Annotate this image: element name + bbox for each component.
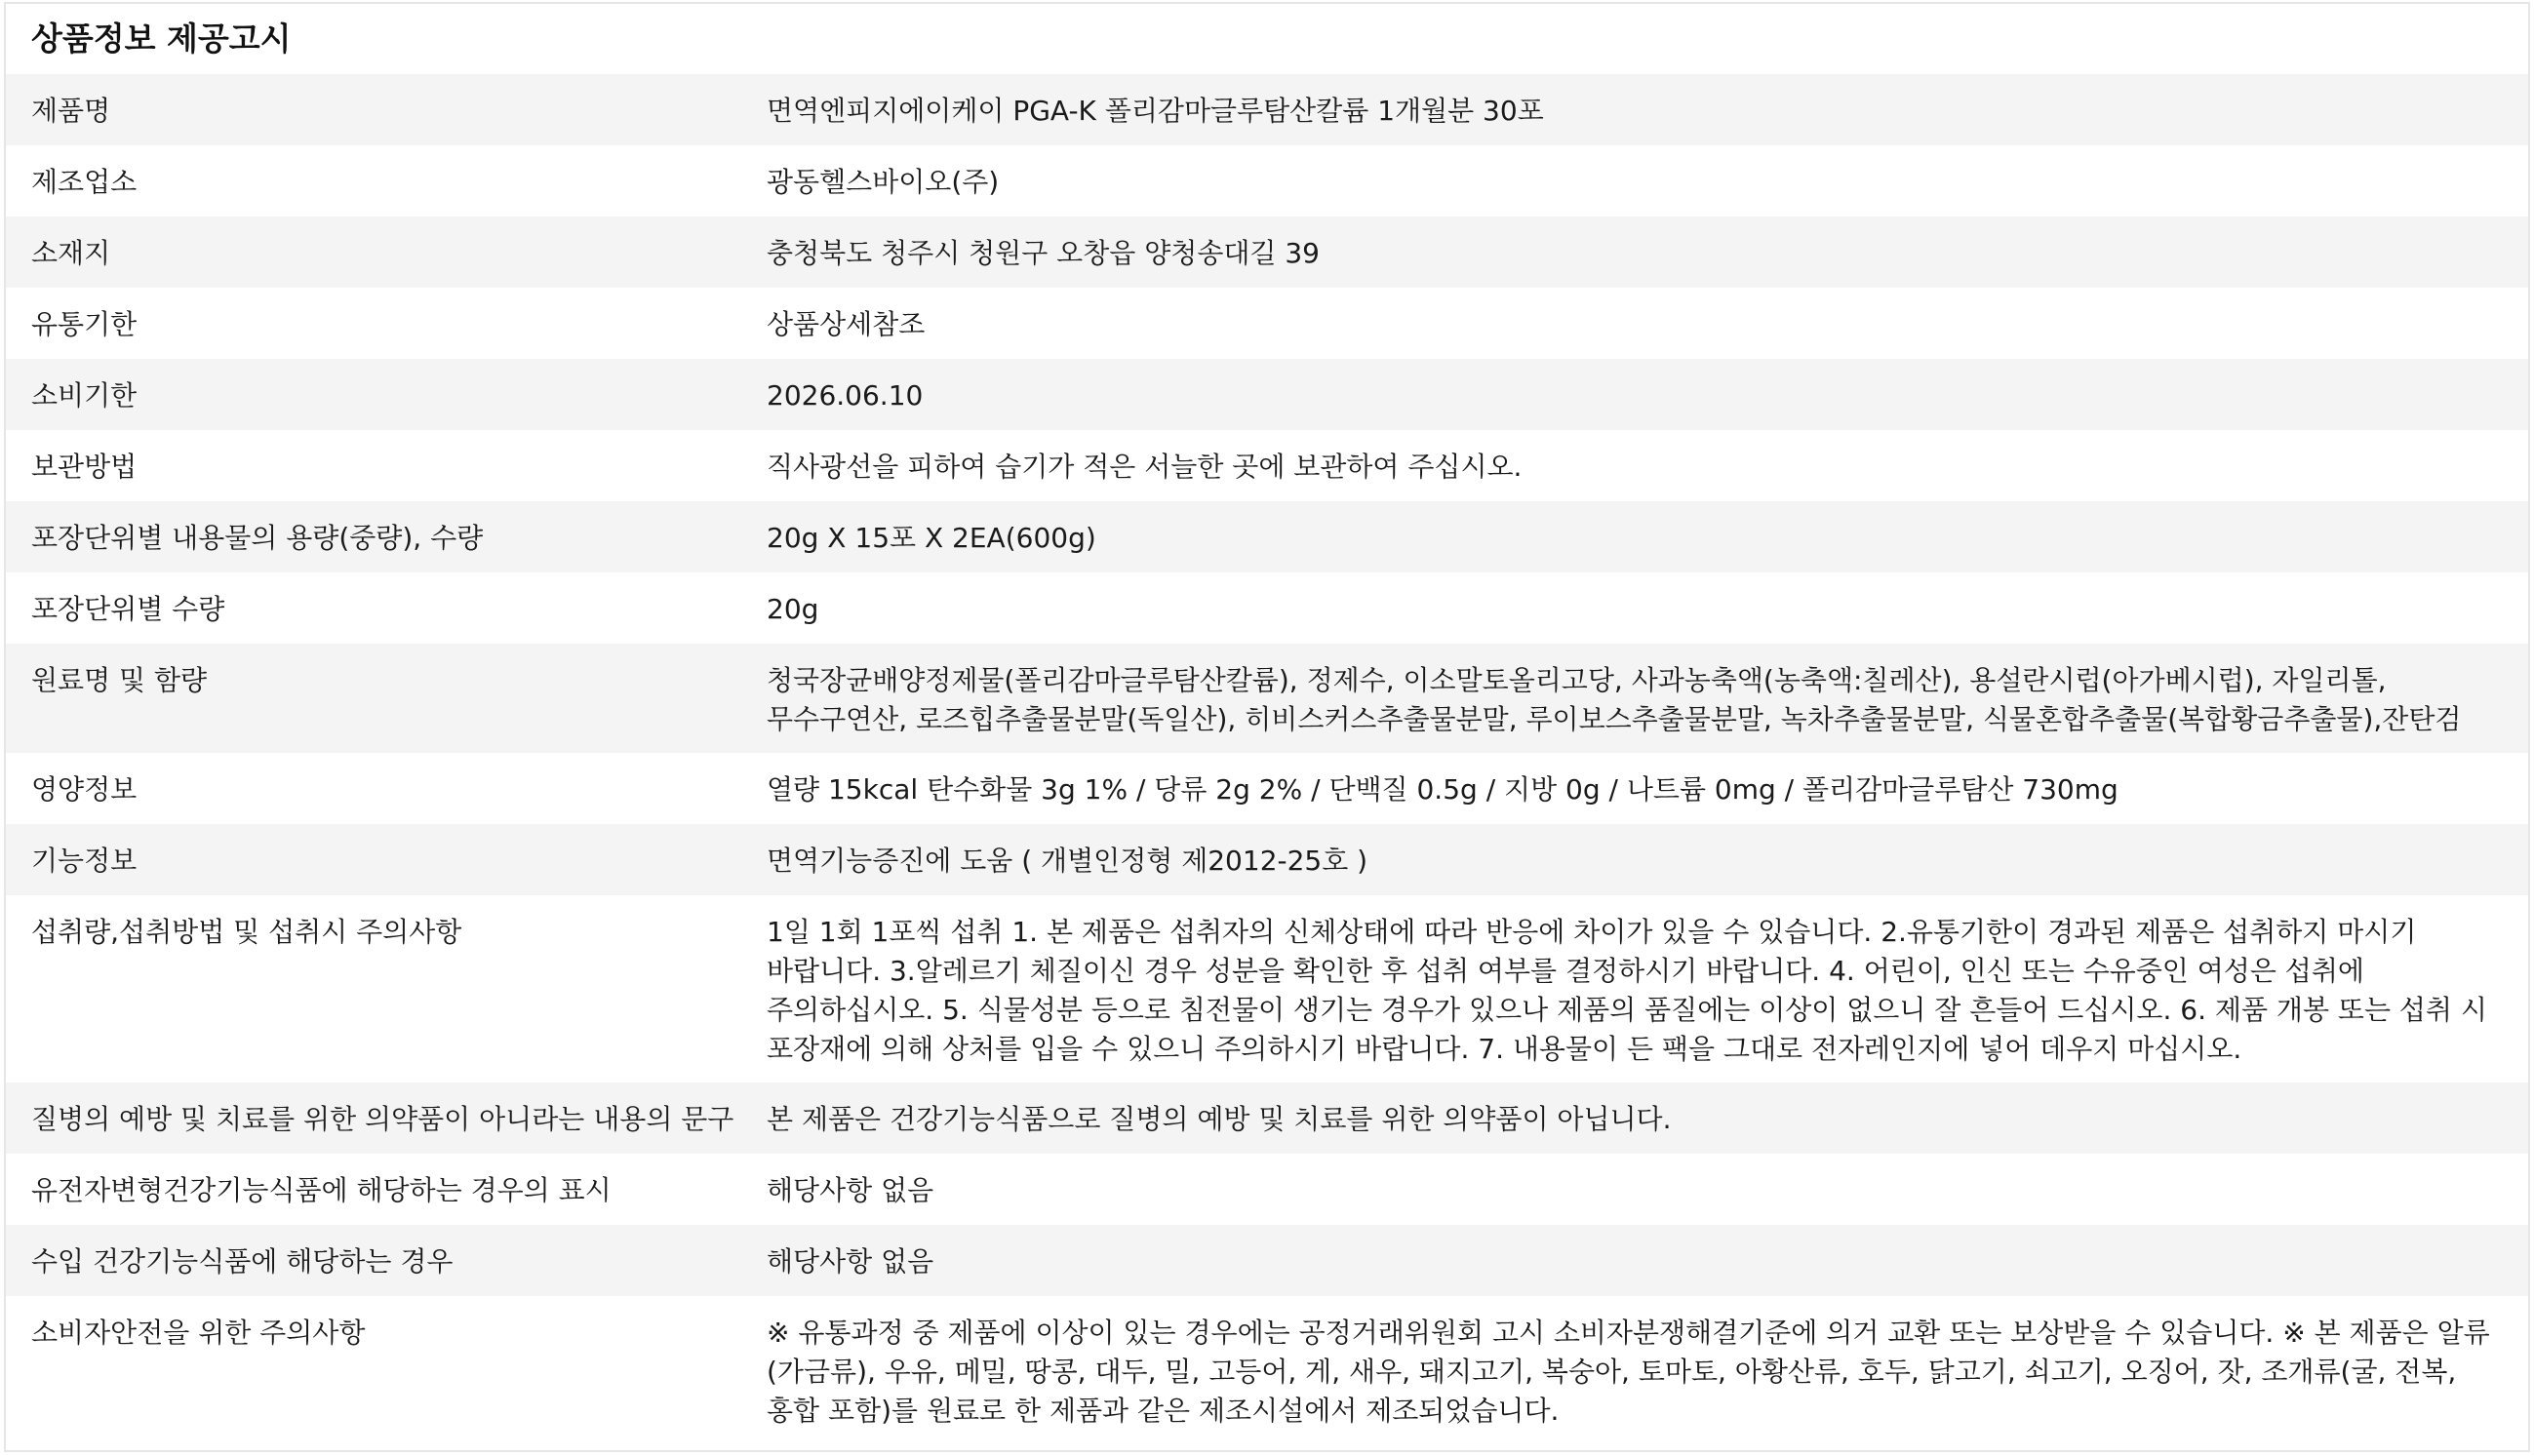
row-label: 섭취량,섭취방법 및 섭취시 주의사항	[31, 916, 462, 948]
table-row	[6, 288, 2528, 359]
table-row	[6, 1082, 2528, 1154]
table-row	[6, 430, 2528, 501]
row-value: 열량 15kcal 탄수화물 3g 1% / 당류 2g 2% / 단백질 0.5g / 지방 0g / 나트륨 0mg / 폴리감마글루탐산 730mg	[767, 773, 2118, 806]
table-row	[6, 753, 2528, 824]
row-value: 충청북도 청주시 청원구 오창읍 양청송대길 39	[767, 237, 1320, 269]
row-label: 영양정보	[31, 773, 138, 806]
row-label: 소재지	[31, 237, 111, 269]
table-row	[6, 644, 2528, 753]
row-value: 면역기능증진에 도움 ( 개별인정형 제2012-25호 )	[767, 845, 1368, 877]
table-row	[6, 145, 2528, 216]
table-row	[6, 216, 2528, 288]
table-row	[6, 1225, 2528, 1296]
row-label: 제조업소	[31, 166, 138, 198]
row-value: 해당사항 없음	[767, 1174, 934, 1206]
table-row	[6, 1296, 2528, 1444]
table-row	[6, 359, 2528, 430]
row-value: 2026.06.10	[767, 379, 924, 412]
row-value: 1일 1회 1포씩 섭취 1. 본 제품은 섭취자의 신체상태에 따라 반응에 차이가 있을 수 있습니다. 2.유통기한이 경과된 제품은 섭취하지 마시기 바랍니다. 3.알레르기 체질이신 경우 성분을 확인한 후 섭취 여부를 결정하시기 바랍니다. 4. 어린이, 인신 또는 수유중인 여성은 섭취에 주의하십시오. 5. 식물성분 등으로 침전물이 생기는 경우가 있으나 제품의 품질에는 이상이 없으니 잘 흔들어 드십시오. 6. 제품 개봉 또는 섭취 시 포장재에 의해 상처를 입을 수 있으니 주의하시기 바랍니다. 7. 내용물이 든 팩을 그대로 전자레인지에 넣어 데우지 마십시오.	[767, 916, 2487, 1065]
row-value: ※ 유통과정 중 제품에 이상이 있는 경우에는 공정거래위원회 고시 소비자분쟁해결기준에 의거 교환 또는 보상받을 수 있습니다. ※ 본 제품은 알류(가금류), 우유, 메밀, 땅콩, 대두, 밀, 고등어, 게, 새우, 돼지고기, 복숭아, 토마토, 아황산류, 호두, 닭고기, 쇠고기, 오징어, 잣, 조개류(굴, 전복, 홍합 포함)를 원료로 한 제품과 같은 제조시설에서 제조되었습니다.	[767, 1317, 2490, 1427]
table-row	[6, 895, 2528, 1082]
row-label: 소비자안전을 위한 주의사항	[31, 1317, 366, 1349]
notice-title: 상품정보 제공고시	[6, 4, 2528, 74]
row-value: 본 제품은 건강기능식품으로 질병의 예방 및 치료를 위한 의약품이 아닙니다.	[767, 1103, 1672, 1135]
table-row	[6, 501, 2528, 572]
row-label: 제품명	[31, 95, 111, 127]
row-label: 소비기한	[31, 379, 138, 412]
row-value: 상품상세참조	[767, 308, 926, 340]
row-label: 유통기한	[31, 308, 138, 340]
row-label: 포장단위별 수량	[31, 593, 225, 625]
row-label: 질병의 예방 및 치료를 위한 의약품이 아니라는 내용의 문구	[31, 1103, 734, 1135]
table-row	[6, 572, 2528, 644]
table-row	[6, 824, 2528, 895]
row-value: 직사광선을 피하여 습기가 적은 서늘한 곳에 보관하여 주십시오.	[767, 451, 1523, 483]
row-value: 20g	[767, 593, 819, 625]
product-info-notice	[4, 2, 2530, 1452]
row-label: 유전자변형건강기능식품에 해당하는 경우의 표시	[31, 1174, 612, 1206]
row-label: 포장단위별 내용물의 용량(중량), 수량	[31, 522, 484, 554]
row-value: 면역엔피지에이케이 PGA-K 폴리감마글루탐산칼륨 1개월분 30포	[767, 95, 1544, 127]
table-row	[6, 74, 2528, 145]
row-value: 20g X 15포 X 2EA(600g)	[767, 522, 1096, 554]
row-value: 광동헬스바이오(주)	[767, 166, 1000, 198]
row-label: 보관방법	[31, 451, 138, 483]
table-row	[6, 1154, 2528, 1225]
row-value: 청국장균배양정제물(폴리감마글루탐산칼륨), 정제수, 이소말토올리고당, 사과농축액(농축액:칠레산), 용설란시럽(아가베시럽), 자일리톨, 무수구연산, 로즈힙추출물분말(독일산), 히비스커스추출물분말, 루이보스추출물분말, 녹차추출물분말, 식물혼합추출물(복합황금추출물),잔탄검	[767, 664, 2462, 735]
row-label: 수입 건강기능식품에 해당하는 경우	[31, 1245, 454, 1278]
product-info-table	[6, 74, 2528, 1444]
row-label: 기능정보	[31, 845, 138, 877]
row-label: 원료명 및 함량	[31, 664, 208, 696]
row-value: 해당사항 없음	[767, 1245, 934, 1278]
